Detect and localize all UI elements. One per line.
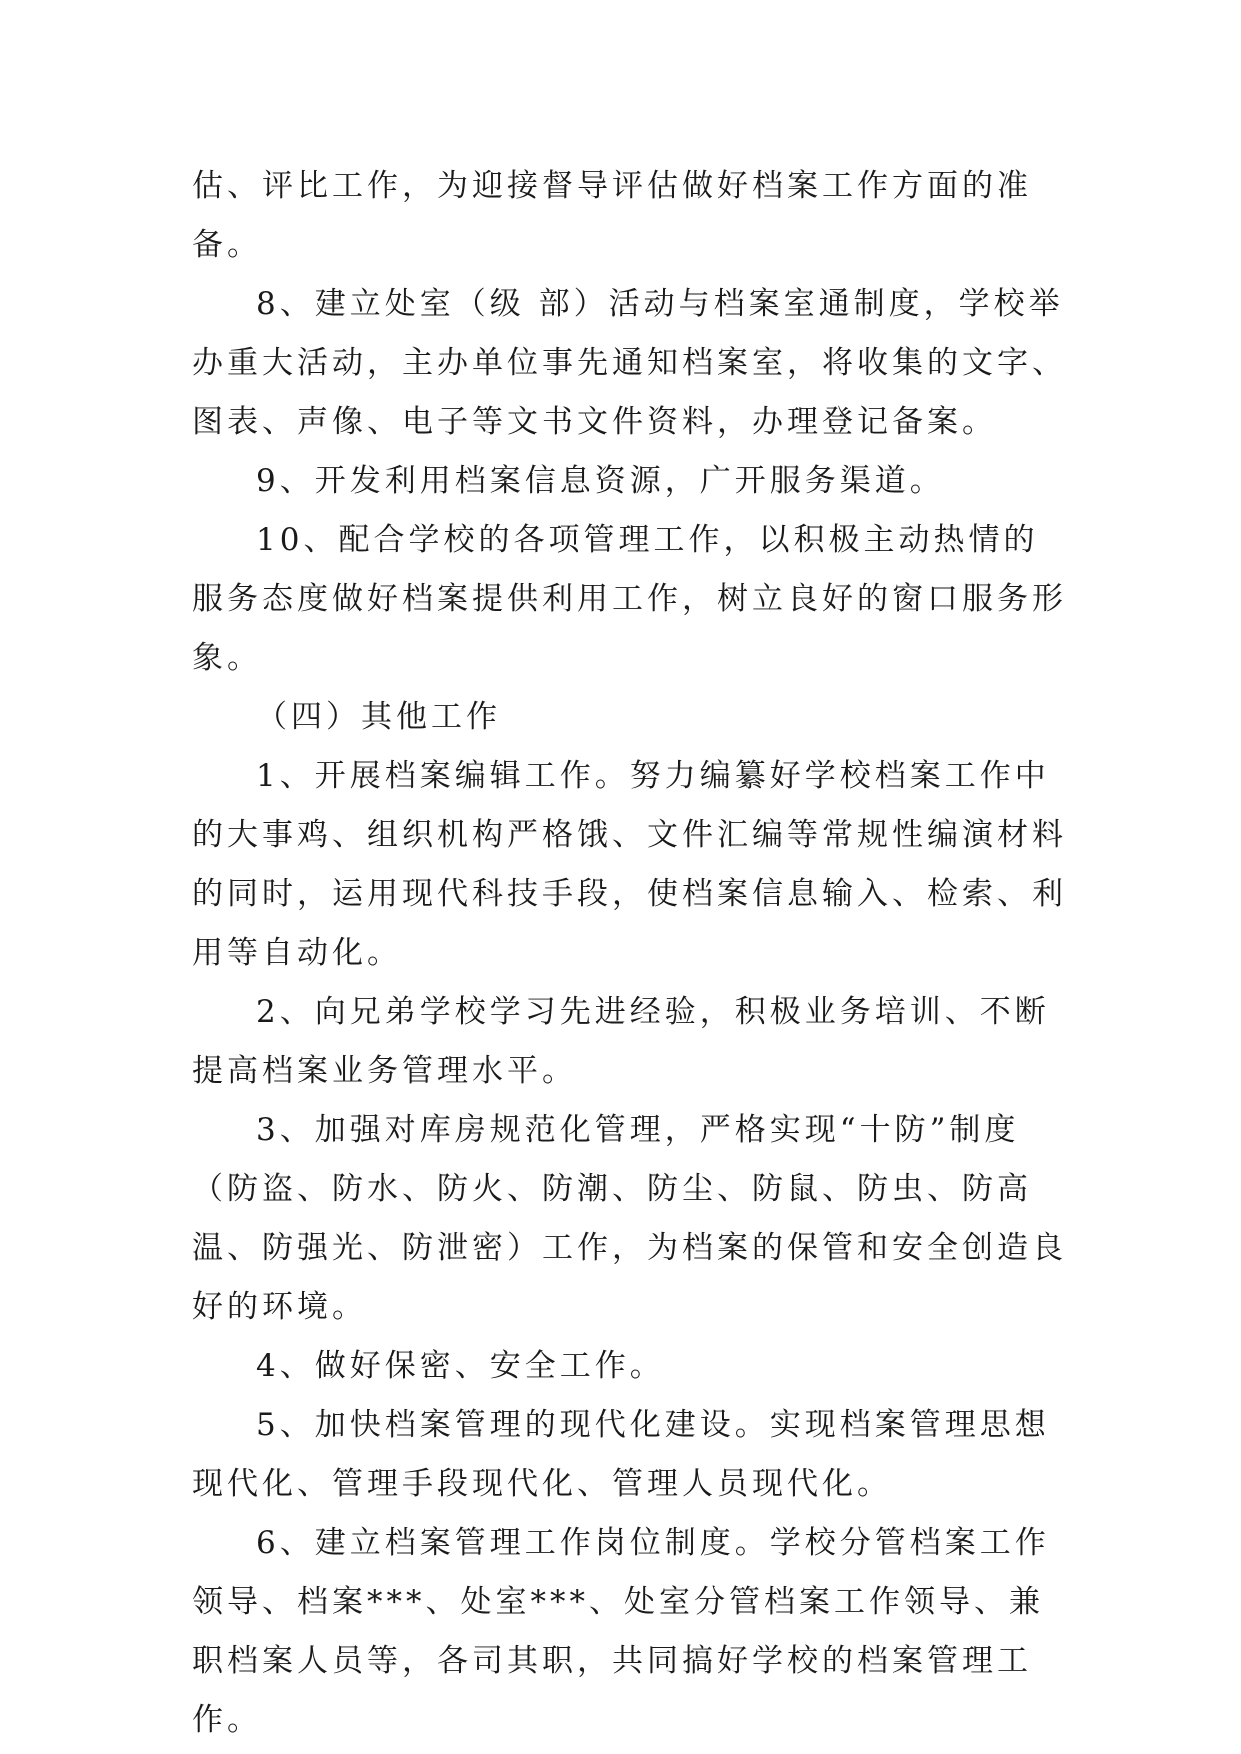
paragraph-other-4: 4、做好保密、安全工作。 xyxy=(256,1348,665,1384)
paragraph-item-8: 8、建立处室（级 部）活动与档案室通制度，学校举办重大活动，主办单位事先通知档案室，将收集的文字、图表、声像、电子等文书文件资料，办理登记备案。 xyxy=(192,286,1067,440)
paragraph-continuation: 估、评比工作，为迎接督导评估做好档案工作方面的准备。 xyxy=(192,168,1032,263)
section-heading-other-work: （四）其他工作 xyxy=(256,699,501,735)
paragraph-other-3: 3、加强对库房规范化管理，严格实现“十防”制度（防盗、防水、防火、防潮、防尘、防鼠、防虫、防高温、防强光、防泄密）工作，为档案的保管和安全创造良好的环境。 xyxy=(192,1112,1067,1325)
paragraph-other-1: 1、开展档案编辑工作。努力编纂好学校档案工作中的大事鸡、组织机构严格饿、文件汇编等常规性编演材料的同时，运用现代科技手段，使档案信息输入、检索、利用等自动化。 xyxy=(192,758,1067,971)
document-body xyxy=(192,157,1072,1750)
paragraph-item-10: 10、配合学校的各项管理工作，以积极主动热情的服务态度做好档案提供利用工作，树立良好的窗口服务形象。 xyxy=(192,522,1067,676)
paragraph-other-5: 5、加快档案管理的现代化建设。实现档案管理思想现代化、管理手段现代化、管理人员现代化。 xyxy=(192,1407,1050,1502)
paragraph-other-2: 2、向兄弟学校学习先进经验，积极业务培训、不断提高档案业务管理水平。 xyxy=(192,994,1050,1089)
paragraph-other-6: 6、建立档案管理工作岗位制度。学校分管档案工作领导、档案***、处室***、处室分管档案工作领导、兼职档案人员等，各司其职，共同搞好学校的档案管理工作。 xyxy=(192,1525,1050,1738)
paragraph-item-9: 9、开发利用档案信息资源，广开服务渠道。 xyxy=(256,463,945,499)
